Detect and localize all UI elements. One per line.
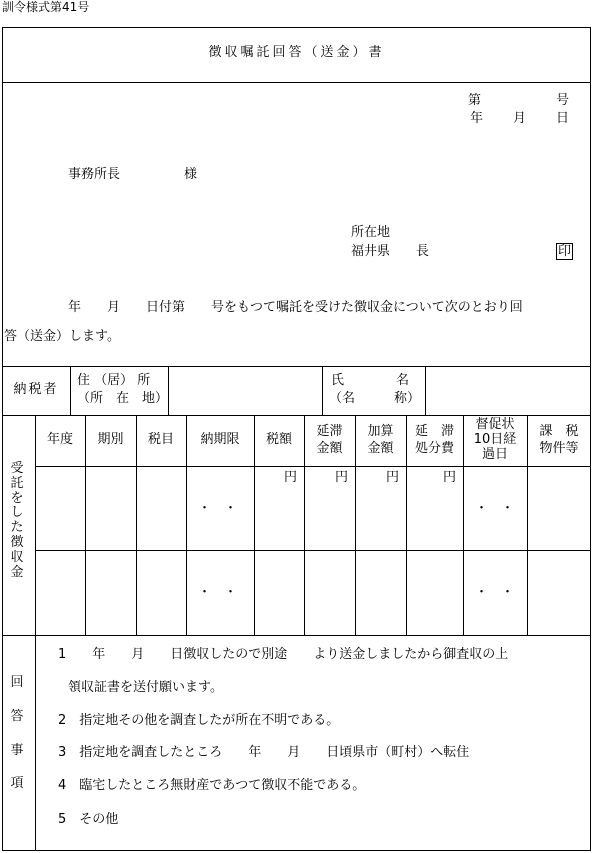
taxpayer-top-line — [2, 366, 591, 367]
address-label-1: 住 （居） 所 — [77, 373, 151, 388]
addressee-sama: 様 — [184, 167, 198, 182]
reply-side-divider — [35, 635, 36, 851]
reply-side-label: 回答事項 — [10, 675, 24, 792]
tokusoku-dots-row2: ・ ・ — [475, 585, 515, 600]
col-header-zeimoku: 税目 — [147, 432, 174, 448]
taxpayer-div-3 — [322, 366, 323, 415]
col-header-kasan-kingaku: 加算 金額 — [367, 424, 394, 456]
col-header-entai-kingaku: 延滞 金額 — [316, 424, 343, 456]
yen-zeigaku: 円 — [284, 470, 298, 485]
intro-line-2: 答（送金）します。 — [4, 329, 120, 344]
taxpayer-div-1 — [70, 366, 71, 415]
addressee-office: 事務所長 — [68, 167, 121, 182]
sender-location-label: 所在地 — [351, 225, 391, 240]
seal-mark: 印 — [558, 244, 572, 259]
sender-governor: 福井県 長 — [351, 244, 430, 259]
date-day: 日 — [556, 111, 570, 126]
entrusted-bottom-line — [2, 635, 591, 636]
col-header-zeigaku: 税額 — [265, 432, 292, 448]
date-year: 年 — [470, 111, 484, 126]
intro-line-1: 年 月 日付第 号をもつて嘱託を受けた徴収金について次のとおり回 — [68, 300, 523, 315]
form-title: 徴収嘱託回答（送金）書 — [208, 45, 385, 60]
date-month: 月 — [513, 111, 527, 126]
col-header-nendo: 年度 — [46, 432, 73, 448]
title-divider — [2, 82, 591, 83]
col-header-kibetsu: 期別 — [97, 432, 124, 448]
reply-item-3: 3 指定地を調査したところ 年 月 日頃県市（町村）へ転住 — [58, 745, 470, 760]
taxpayer-label: 納税者 — [13, 382, 59, 398]
entrusted-side-label: 受託をした徴収金 — [10, 461, 24, 580]
col-header-kazei-bukken: 課 税 物件等 — [539, 424, 579, 456]
doc-number-go: 号 — [556, 93, 570, 108]
nokigen-dots-row2: ・ ・ — [198, 585, 238, 600]
form-id: 訓令様式第41号 — [2, 0, 90, 14]
taxpayer-div-4 — [425, 366, 426, 415]
yen-shobunhi: 円 — [443, 470, 457, 485]
name-label-1: 氏 名 — [331, 373, 410, 388]
taxpayer-div-2 — [168, 366, 169, 415]
reply-item-4: 4 臨宅したところ無財産であつて徴収不能である。 — [58, 778, 366, 793]
doc-number-dai: 第 — [468, 93, 482, 108]
reply-item-1-cont: 領収証書を送付願います。 — [68, 680, 223, 695]
reply-item-5: 5 その他 — [58, 812, 119, 827]
col-header-nokigen: 納期限 — [200, 432, 240, 448]
yen-entai: 円 — [335, 470, 349, 485]
entrusted-header-line — [35, 466, 591, 467]
tokusoku-dots-row1: ・ ・ — [475, 501, 515, 516]
nokigen-dots-row1: ・ ・ — [198, 501, 238, 516]
col-header-entai-shobunhi: 延 滞 処分費 — [414, 424, 454, 456]
col-header-tokusoku: 督促状 10日経 過日 — [473, 417, 517, 462]
reply-item-1: 1 年 月 日徴収したので別途 より送金しましたから御査収の上 — [58, 647, 509, 662]
address-label-2: （所 在 地） — [77, 391, 169, 406]
yen-kasan: 円 — [386, 470, 400, 485]
entrusted-row-line — [35, 550, 591, 551]
reply-item-2: 2 指定地その他を調査したが所在不明である。 — [58, 713, 340, 728]
name-label-2: （名 称） — [329, 391, 421, 406]
